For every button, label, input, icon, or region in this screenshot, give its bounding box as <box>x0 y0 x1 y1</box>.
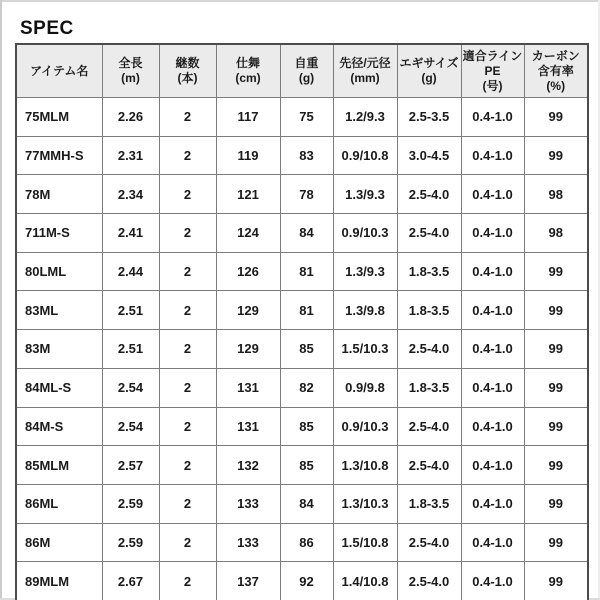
value-cell: 119 <box>216 136 280 175</box>
value-cell: 0.4-1.0 <box>461 407 524 446</box>
value-cell: 1.8-3.5 <box>397 291 461 330</box>
column-header-line: 継数 <box>175 56 200 70</box>
value-cell: 2.59 <box>102 523 159 562</box>
column-header-line: (m) <box>121 71 140 85</box>
value-cell: 99 <box>524 523 588 562</box>
value-cell: 129 <box>216 330 280 369</box>
image-edge-left <box>0 0 2 600</box>
value-cell: 1.3/9.3 <box>333 252 397 291</box>
item-name-cell: 711M-S <box>16 214 102 253</box>
value-cell: 85 <box>280 407 333 446</box>
image-edge-top <box>0 0 600 2</box>
value-cell: 2.31 <box>102 136 159 175</box>
value-cell: 86 <box>280 523 333 562</box>
value-cell: 2 <box>159 523 216 562</box>
item-name-cell: 86M <box>16 523 102 562</box>
value-cell: 81 <box>280 252 333 291</box>
item-name-cell: 84ML-S <box>16 368 102 407</box>
column-header-egi-size <box>397 44 461 98</box>
value-cell: 0.4-1.0 <box>461 562 524 600</box>
column-header-line: (号) <box>482 78 503 93</box>
value-cell: 99 <box>524 562 588 600</box>
value-cell: 132 <box>216 446 280 485</box>
value-cell: 0.4-1.0 <box>461 330 524 369</box>
table-row <box>16 330 588 369</box>
value-cell: 1.3/10.8 <box>333 446 397 485</box>
value-cell: 2.59 <box>102 484 159 523</box>
value-cell: 1.8-3.5 <box>397 484 461 523</box>
value-cell: 2.5-4.0 <box>397 175 461 214</box>
value-cell: 2.41 <box>102 214 159 253</box>
table-row <box>16 446 588 485</box>
column-header-line-pe <box>461 44 524 98</box>
column-header-line: 適合ライン <box>462 48 523 63</box>
value-cell: 3.0-4.5 <box>397 136 461 175</box>
item-name-cell: 75MLM <box>16 98 102 137</box>
value-cell: 2.51 <box>102 330 159 369</box>
column-header-line: アイテム名 <box>30 63 89 78</box>
value-cell: 0.4-1.0 <box>461 291 524 330</box>
table-row <box>16 175 588 214</box>
value-cell: 82 <box>280 368 333 407</box>
spec-table <box>15 43 589 600</box>
table-row <box>16 368 588 407</box>
value-cell: 99 <box>524 136 588 175</box>
item-name-cell: 84M-S <box>16 407 102 446</box>
value-cell: 99 <box>524 368 588 407</box>
table-row <box>16 252 588 291</box>
value-cell: 2.5-4.0 <box>397 214 461 253</box>
value-cell: 2.44 <box>102 252 159 291</box>
value-cell: 0.4-1.0 <box>461 446 524 485</box>
value-cell: 75 <box>280 98 333 137</box>
spec-table-body <box>16 98 588 600</box>
value-cell: 2.54 <box>102 407 159 446</box>
value-cell: 2.5-4.0 <box>397 523 461 562</box>
item-name-cell: 78M <box>16 175 102 214</box>
column-header-weight <box>280 44 333 98</box>
column-header-line: (cm) <box>235 71 261 85</box>
value-cell: 0.9/10.3 <box>333 407 397 446</box>
value-cell: 2.67 <box>102 562 159 600</box>
value-cell: 131 <box>216 368 280 407</box>
value-cell: 85 <box>280 330 333 369</box>
value-cell: 0.4-1.0 <box>461 214 524 253</box>
value-cell: 2 <box>159 175 216 214</box>
column-header-line: 仕舞 <box>235 56 260 70</box>
column-header-line: カーボン <box>531 48 580 63</box>
value-cell: 2 <box>159 484 216 523</box>
value-cell: 2.26 <box>102 98 159 137</box>
table-row <box>16 523 588 562</box>
value-cell: 126 <box>216 252 280 291</box>
value-cell: 85 <box>280 446 333 485</box>
value-cell: 129 <box>216 291 280 330</box>
value-cell: 131 <box>216 407 280 446</box>
column-header-line: (%) <box>546 78 566 93</box>
value-cell: 133 <box>216 484 280 523</box>
value-cell: 0.4-1.0 <box>461 252 524 291</box>
value-cell: 99 <box>524 98 588 137</box>
value-cell: 1.3/9.3 <box>333 175 397 214</box>
item-name-cell: 83M <box>16 330 102 369</box>
column-header-line: エギサイズ <box>399 56 459 70</box>
header-row <box>16 44 588 98</box>
value-cell: 2.34 <box>102 175 159 214</box>
value-cell: 0.4-1.0 <box>461 175 524 214</box>
value-cell: 2 <box>159 214 216 253</box>
column-header-diameter <box>333 44 397 98</box>
value-cell: 1.3/9.8 <box>333 291 397 330</box>
value-cell: 1.3/10.3 <box>333 484 397 523</box>
value-cell: 2.5-4.0 <box>397 562 461 600</box>
value-cell: 92 <box>280 562 333 600</box>
value-cell: 2 <box>159 446 216 485</box>
value-cell: 81 <box>280 291 333 330</box>
column-header-sections <box>159 44 216 98</box>
value-cell: 0.4-1.0 <box>461 98 524 137</box>
value-cell: 2 <box>159 562 216 600</box>
value-cell: 0.9/10.3 <box>333 214 397 253</box>
value-cell: 137 <box>216 562 280 600</box>
value-cell: 2 <box>159 330 216 369</box>
value-cell: 1.2/9.3 <box>333 98 397 137</box>
value-cell: 121 <box>216 175 280 214</box>
value-cell: 1.4/10.8 <box>333 562 397 600</box>
value-cell: 0.4-1.0 <box>461 136 524 175</box>
value-cell: 84 <box>280 484 333 523</box>
column-header-line: (g) <box>298 71 315 85</box>
value-cell: 98 <box>524 214 588 253</box>
value-cell: 0.9/9.8 <box>333 368 397 407</box>
value-cell: 2.5-4.0 <box>397 330 461 369</box>
value-cell: 99 <box>524 407 588 446</box>
column-header-line: (mm) <box>350 71 380 85</box>
value-cell: 2 <box>159 252 216 291</box>
column-header-line: (g) <box>421 71 437 85</box>
value-cell: 78 <box>280 175 333 214</box>
item-name-cell: 83ML <box>16 291 102 330</box>
value-cell: 2 <box>159 291 216 330</box>
item-name-cell: 85MLM <box>16 446 102 485</box>
value-cell: 2 <box>159 407 216 446</box>
page-title: SPEC <box>20 18 74 39</box>
value-cell: 0.4-1.0 <box>461 484 524 523</box>
table-row <box>16 562 588 600</box>
value-cell: 2 <box>159 368 216 407</box>
table-row <box>16 484 588 523</box>
value-cell: 133 <box>216 523 280 562</box>
value-cell: 2.51 <box>102 291 159 330</box>
column-header-line: 含有率 <box>537 63 574 78</box>
value-cell: 0.9/10.8 <box>333 136 397 175</box>
item-name-cell: 80LML <box>16 252 102 291</box>
value-cell: 0.4-1.0 <box>461 523 524 562</box>
table-row <box>16 98 588 137</box>
column-header-line: 先径/元径 <box>339 56 391 70</box>
value-cell: 2.5-4.0 <box>397 446 461 485</box>
column-header-carbon <box>524 44 588 98</box>
value-cell: 1.8-3.5 <box>397 368 461 407</box>
value-cell: 0.4-1.0 <box>461 368 524 407</box>
column-header-closed-length <box>216 44 280 98</box>
item-name-cell: 86ML <box>16 484 102 523</box>
column-header-line: (本) <box>177 71 198 85</box>
value-cell: 1.8-3.5 <box>397 252 461 291</box>
value-cell: 99 <box>524 484 588 523</box>
item-name-cell: 77MMH-S <box>16 136 102 175</box>
item-name-cell: 89MLM <box>16 562 102 600</box>
value-cell: 2 <box>159 98 216 137</box>
value-cell: 99 <box>524 446 588 485</box>
value-cell: 99 <box>524 252 588 291</box>
value-cell: 99 <box>524 291 588 330</box>
value-cell: 2.54 <box>102 368 159 407</box>
value-cell: 2.57 <box>102 446 159 485</box>
value-cell: 117 <box>216 98 280 137</box>
value-cell: 83 <box>280 136 333 175</box>
spec-table-header <box>16 44 588 98</box>
column-header-item-name <box>16 44 102 98</box>
column-header-line: 全長 <box>118 56 143 70</box>
value-cell: 1.5/10.3 <box>333 330 397 369</box>
column-header-line: PE <box>484 63 501 78</box>
table-row <box>16 214 588 253</box>
value-cell: 1.5/10.8 <box>333 523 397 562</box>
column-header-line: 自重 <box>294 56 319 70</box>
value-cell: 2.5-4.0 <box>397 407 461 446</box>
table-row <box>16 407 588 446</box>
column-header-length <box>102 44 159 98</box>
value-cell: 2 <box>159 136 216 175</box>
value-cell: 98 <box>524 175 588 214</box>
value-cell: 84 <box>280 214 333 253</box>
value-cell: 2.5-3.5 <box>397 98 461 137</box>
table-row <box>16 291 588 330</box>
value-cell: 99 <box>524 330 588 369</box>
table-row <box>16 136 588 175</box>
value-cell: 124 <box>216 214 280 253</box>
